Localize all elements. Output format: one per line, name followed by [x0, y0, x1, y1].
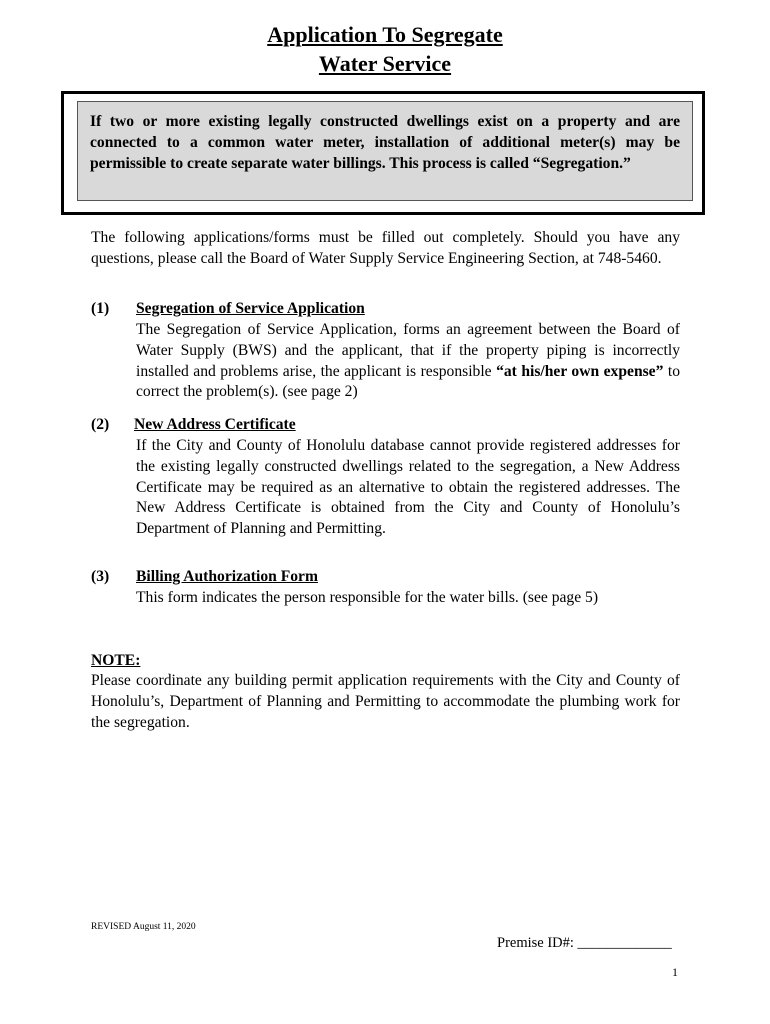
item-2-heading: New Address Certificate	[134, 416, 296, 433]
page-number: 1	[672, 965, 678, 979]
item-2-number: (2)	[91, 416, 110, 433]
item-1-body-text: The Segregation of Service Application, forms an agreement between the Board of Water Supply (BWS) and the applicant, that if the property piping is incorrectly installed and problems arise, the applicant is responsible	[136, 321, 680, 380]
title-line-2: Water Service	[318, 51, 452, 76]
notice-box	[77, 101, 693, 201]
item-3-heading: Billing Authorization Form	[136, 568, 318, 585]
item-1-number: (1)	[91, 300, 110, 317]
item-3-number: (3)	[91, 568, 110, 585]
note-label: NOTE:	[91, 652, 141, 669]
revised-date: REVISED August 11, 2020	[91, 922, 196, 932]
intro-paragraph: The following applications/forms must be filled out completely. Should you have any questions, please call the Board of Water Supply Service Engineering Section, at 748-5460.	[91, 229, 680, 267]
item-1-body	[136, 320, 680, 403]
item-2-body: If the City and County of Honolulu database cannot provide registered addresses for the existing legally constructed dwellings related to the segregation, a New Address Certificate may be required as an alternative to obtain the registered addresses. The New Address Certificate is obtained from the City and County of Honolulu’s Department of Planning and Permitting.	[136, 437, 680, 538]
notice-text: If two or more existing legally constructed dwellings exist on a property and are connected to a common water meter, installation of additional meter(s) may be permissible to create separate water billings. This process is called “Segregation.”	[90, 113, 680, 173]
item-3-body: This form indicates the person responsible for the water bills. (see page 5)	[136, 589, 599, 606]
premise-id-field: Premise ID#: _____________	[497, 935, 672, 951]
item-1-body-emphasis: “at his/her own expense”	[496, 362, 664, 380]
note-body: Please coordinate any building permit application requirements with the City and County of Honolulu’s, Department of Planning and Permitting to accommodate the plumbing work for the segregation.	[91, 672, 680, 731]
item-1-heading: Segregation of Service Application	[136, 300, 365, 317]
title-line-1: Application To Segregate	[267, 22, 503, 47]
item-1-body-text-end: to correct the problem(s). (see page 2)	[136, 362, 681, 401]
